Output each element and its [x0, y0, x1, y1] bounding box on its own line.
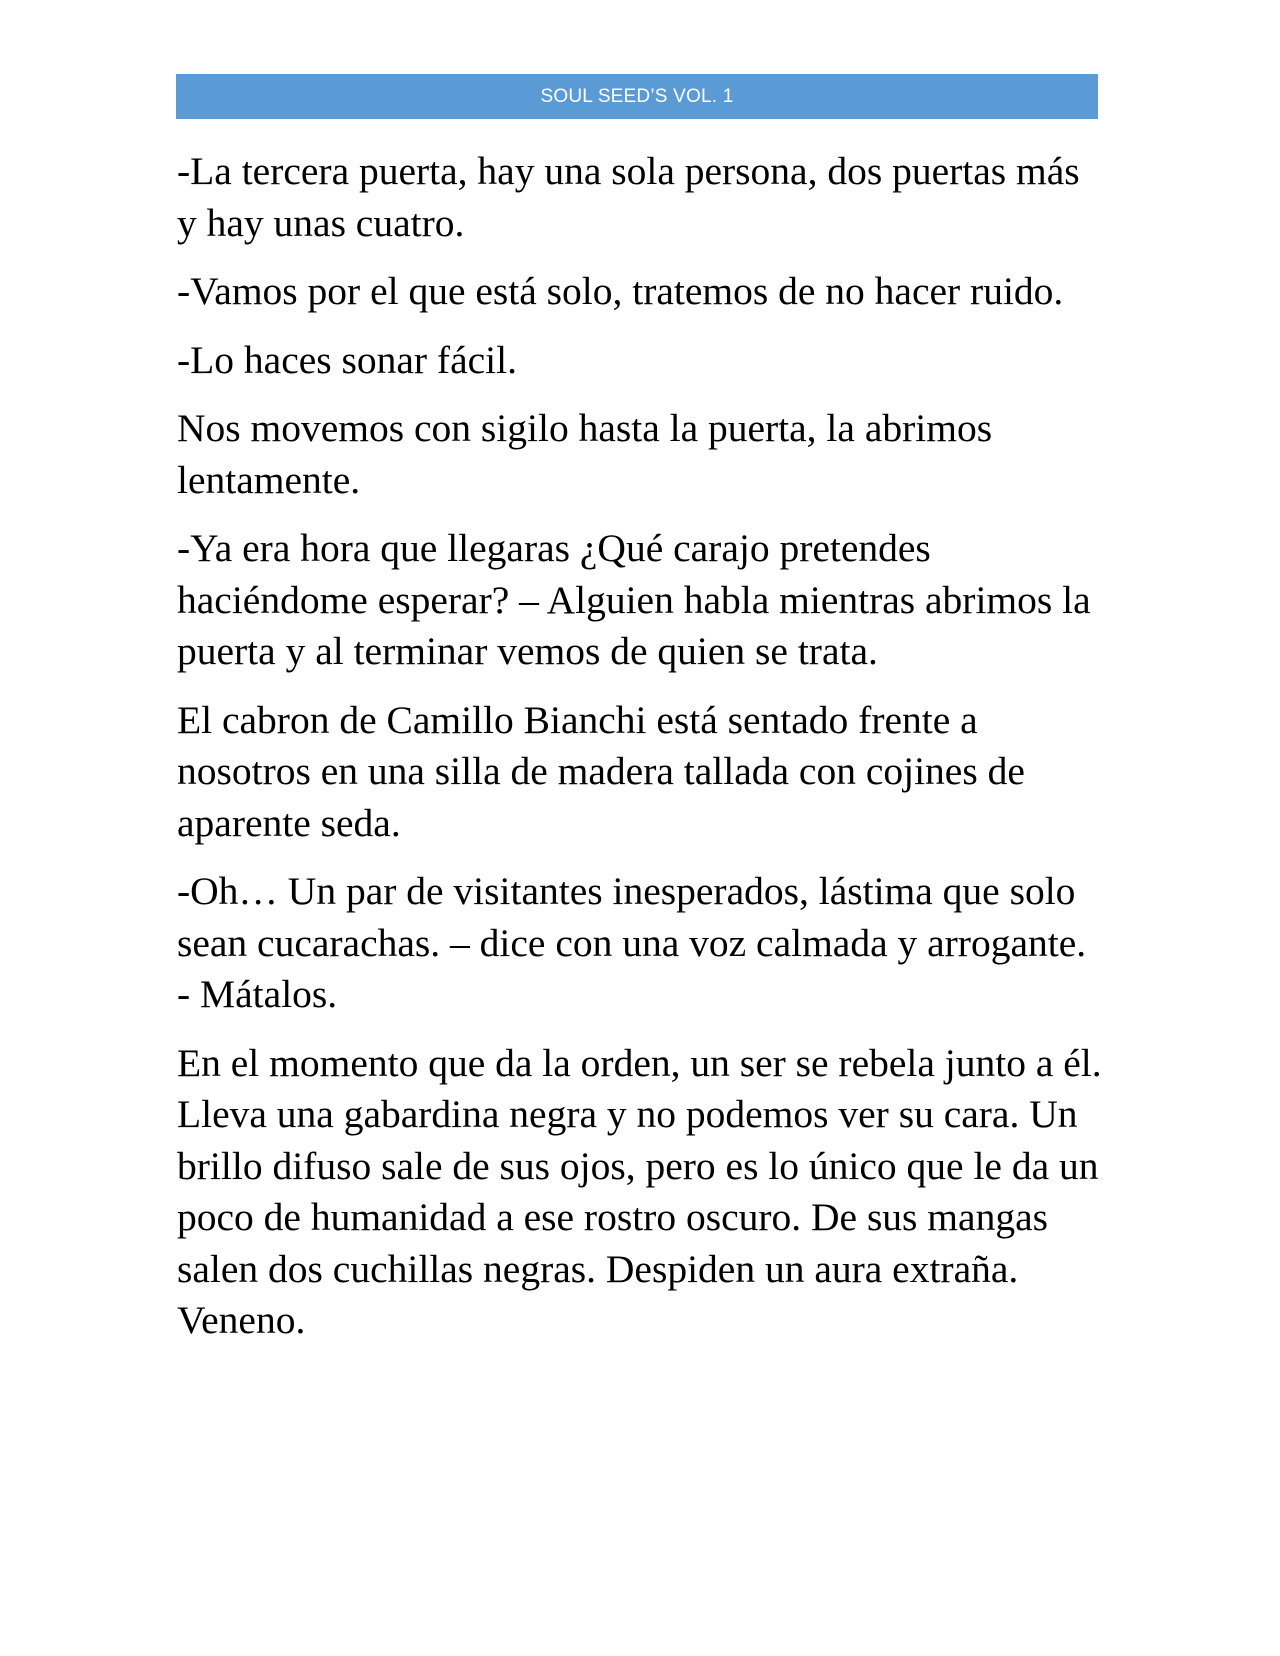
paragraph: En el momento que da la orden, un ser se rebela junto a él. Lleva una gabardina negra y no podemos ver su cara. Un brillo difuso sale de sus ojos, pero es lo único que le da un poco de humanidad a ese rostro oscuro. De sus mangas salen dos cuchillas negras. Despiden un aura extraña. Veneno.: [177, 1040, 1102, 1342]
paragraph: -Oh… Un par de visitantes inesperados, lástima que solo sean cucarachas. – dice con una voz calmada y arrogante. - Mátalos.: [177, 869, 1087, 1016]
body-text: [177, 146, 1107, 1364]
paragraph: El cabron de Camillo Bianchi está sentado frente a nosotros en una silla de madera tallada con cojines de aparente seda.: [177, 697, 1025, 845]
paragraph: -Ya era hora que llegaras ¿Qué carajo pretendes haciéndome esperar? – Alguien habla mientras abrimos la puerta y al terminar vemos de quien se trata.: [177, 526, 1091, 673]
paragraph: Nos movemos con sigilo hasta la puerta, la abrimos lentamente.: [177, 406, 993, 502]
paragraph: -Lo haces sonar fácil.: [177, 337, 517, 382]
header-title: SOUL SEED’S VOL. 1: [540, 85, 734, 107]
running-header: [176, 74, 1098, 119]
paragraph: -La tercera puerta, hay una sola persona, dos puertas más y hay unas cuatro.: [177, 149, 1080, 245]
paragraph: -Vamos por el que está solo, tratemos de no hacer ruido.: [177, 269, 1064, 313]
